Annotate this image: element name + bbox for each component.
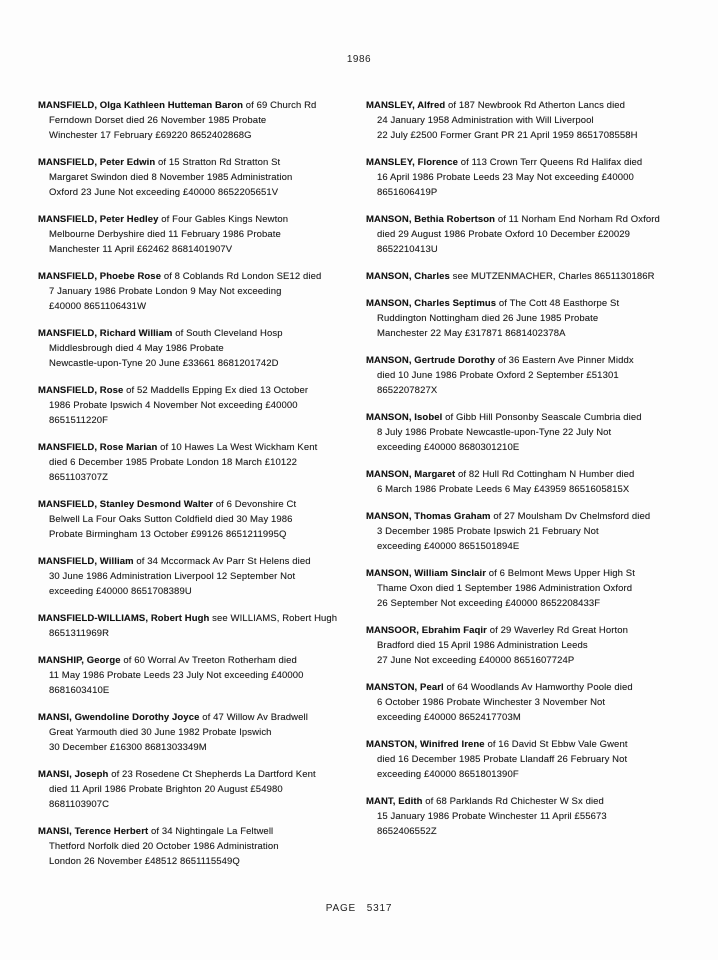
index-entry: MANSLEY, Florence of 113 Crown Terr Queens Rd Halifax died 16 April 1986 Probate Leeds 23 May Not exceeding £40000 8651606419P — [366, 157, 643, 198]
index-entry: MANSON, Charles Septimus of The Cott 48 Easthorpe St Ruddington Nottingham died 26 June 1985 Probate Manchester 22 May £317871 8681402378A — [366, 298, 620, 339]
index-entry: MANSTON, Pearl of 64 Woodlands Av Hamworthy Poole died 6 October 1986 Probate Winchester 3 November Not exceeding £40000 8652417703M — [366, 682, 633, 723]
index-entry: MANSHIP, George of 60 Worral Av Treeton Rotherham died 11 May 1986 Probate Leeds 23 July Not exceeding £40000 8681603410E — [38, 655, 304, 696]
index-entry: MANSI, Joseph of 23 Rosedene Ct Shepherds La Dartford Kent died 11 April 1986 Probate Brighton 20 August £54980 8681103907C — [38, 769, 316, 810]
page-number-footer: PAGE 5317 — [325, 903, 393, 914]
entry-name: MANSFIELD, William — [38, 556, 134, 567]
entry-name: MANSON, Charles Septimus — [366, 298, 497, 309]
index-entry: MANSOOR, Ebrahim Faqir of 29 Waverley Rd Great Horton Bradford died 15 April 1986 Administration Leeds 27 June Not exceeding £40000 8651607724P — [366, 625, 629, 666]
index-entry: MANSI, Terence Herbert of 34 Nightingale La Feltwell Thetford Norfolk died 20 October 1986 Administration London 26 November £48512 8651115549Q — [38, 826, 279, 867]
index-entry: MANSFIELD, William of 34 Mccormack Av Parr St Helens died 30 June 1986 Administration Liverpool 12 September Not exceeding £40000 8651708389U — [38, 556, 311, 597]
index-entry: MANSI, Gwendoline Dorothy Joyce of 47 Willow Av Bradwell Great Yarmouth died 30 June 1982 Probate Ipswich 30 December £16300 8681303349M — [38, 712, 308, 753]
entry-name: MANSFIELD, Peter Edwin — [38, 157, 156, 168]
index-entry: MANSON, William Sinclair of 6 Belmont Mews Upper High St Thame Oxon died 1 September 1986 Administration Oxford 26 September Not exceeding £40000 8652208433F — [366, 568, 635, 609]
entry-name: MANSFIELD, Rose — [38, 385, 124, 396]
index-entry: MANSFIELD, Peter Hedley of Four Gables Kings Newton Melbourne Derbyshire died 11 February 1986 Probate Manchester 11 April £62462 8681401907V — [38, 214, 289, 255]
entry-name: MANSI, Terence Herbert — [38, 826, 149, 837]
index-entry: MANSON, Gertrude Dorothy of 36 Eastern Ave Pinner Middx died 10 June 1986 Probate Oxford 2 September £51301 8652207827X — [366, 355, 634, 396]
entry-name: MANSLEY, Florence — [366, 157, 458, 168]
index-entry: MANSFIELD, Peter Edwin of 15 Stratton Rd Stratton St Margaret Swindon died 8 November 1985 Administration Oxford 23 June Not exceeding £40000 8652205651V — [38, 157, 293, 198]
index-entry: MANSFIELD, Phoebe Rose of 8 Coblands Rd London SE12 died 7 January 1986 Probate London 9 May Not exceeding £40000 8651106431W — [38, 271, 322, 312]
entry-name: MANSFIELD, Olga Kathleen Hutteman Baron — [38, 100, 243, 111]
index-entry: MANSON, Charles see MUTZENMACHER, Charles 8651130186R — [366, 271, 655, 282]
index-entry: MANSON, Bethia Robertson of 11 Norham End Norham Rd Oxford died 29 August 1986 Probate Oxford 10 December £20029 8652210413U — [366, 214, 660, 255]
index-entry: MANSFIELD, Olga Kathleen Hutteman Baron of 69 Church Rd Ferndown Dorset died 26 November 1985 Probate Winchester 17 February £69220 8652402868G — [38, 100, 317, 141]
entry-name: MANSFIELD, Peter Hedley — [38, 214, 159, 225]
entry-name: MANSTON, Pearl — [366, 682, 444, 693]
year-header: 1986 — [346, 54, 372, 65]
entry-name: MANSON, Bethia Robertson — [366, 214, 496, 225]
entry-name: MANSFIELD, Stanley Desmond Walter — [38, 499, 214, 510]
index-entry: MANSON, Thomas Graham of 27 Moulsham Dv Chelmsford died 3 December 1985 Probate Ipswich 21 February Not exceeding £40000 8651501894E — [366, 511, 651, 552]
entry-name: MANT, Edith — [366, 796, 423, 807]
right-column — [366, 98, 698, 881]
index-entry: MANSFIELD, Richard William of South Cleveland Hosp Middlesbrough died 4 May 1986 Probate Newcastle-upon-Tyne 20 June £33661 8681201742D — [38, 328, 283, 369]
index-entry: MANSFIELD-WILLIAMS, Robert Hugh see WILLIAMS, Robert Hugh 8651311969R — [38, 613, 338, 639]
entry-name: MANSOOR, Ebrahim Faqir — [366, 625, 487, 636]
entry-name: MANSON, Charles — [366, 271, 450, 282]
entry-name: MANSI, Gwendoline Dorothy Joyce — [38, 712, 200, 723]
entry-name: MANSON, Gertrude Dorothy — [366, 355, 496, 366]
index-entry: MANSFIELD, Rose of 52 Maddells Epping Ex died 13 October 1986 Probate Ipswich 4 November Not exceeding £40000 8651511220F — [38, 385, 309, 426]
index-entry: MANSON, Margaret of 82 Hull Rd Cottingham N Humber died 6 March 1986 Probate Leeds 6 May £43959 8651605815X — [366, 469, 635, 495]
entry-name: MANSON, Isobel — [366, 412, 443, 423]
entry-name: MANSFIELD-WILLIAMS, Robert Hugh — [38, 613, 210, 624]
entry-name: MANSON, William Sinclair — [366, 568, 487, 579]
entry-name: MANSLEY, Alfred — [366, 100, 446, 111]
index-entry: MANT, Edith of 68 Parklands Rd Chichester W Sx died 15 January 1986 Probate Winchester 11 April £55673 8652406552Z — [366, 796, 607, 837]
entry-name: MANSFIELD, Rose Marian — [38, 442, 158, 453]
entry-name: MANSFIELD, Richard William — [38, 328, 173, 339]
entry-name: MANSTON, Winifred Irene — [366, 739, 485, 750]
index-entry: MANSFIELD, Stanley Desmond Walter of 6 Devonshire Ct Belwell La Four Oaks Sutton Coldfield died 30 May 1986 Probate Birmingham 13 October £99126 8651211995Q — [38, 499, 297, 540]
left-column — [38, 98, 352, 881]
index-entry: MANSTON, Winifred Irene of 16 David St Ebbw Vale Gwent died 16 December 1985 Probate Llandaff 26 February Not exceeding £40000 8651801390F — [366, 739, 628, 780]
entry-name: MANSHIP, George — [38, 655, 121, 666]
index-entry: MANSON, Isobel of Gibb Hill Ponsonby Seascale Cumbria died 8 July 1986 Probate Newcastle-upon-Tyne 22 July Not exceeding £40000 8680301210E — [366, 412, 642, 453]
entry-name: MANSON, Thomas Graham — [366, 511, 491, 522]
entry-name: MANSON, Margaret — [366, 469, 456, 480]
index-entry: MANSLEY, Alfred of 187 Newbrook Rd Atherton Lancs died 24 January 1958 Administration with Will Liverpool 22 July £2500 Former Grant PR 21 April 1959 8651708558H — [366, 100, 638, 141]
entry-name: MANSI, Joseph — [38, 769, 109, 780]
entry-name: MANSFIELD, Phoebe Rose — [38, 271, 162, 282]
columns-container — [38, 98, 698, 881]
index-entry: MANSFIELD, Rose Marian of 10 Hawes La West Wickham Kent died 6 December 1985 Probate London 18 March £10122 8651103707Z — [38, 442, 318, 483]
